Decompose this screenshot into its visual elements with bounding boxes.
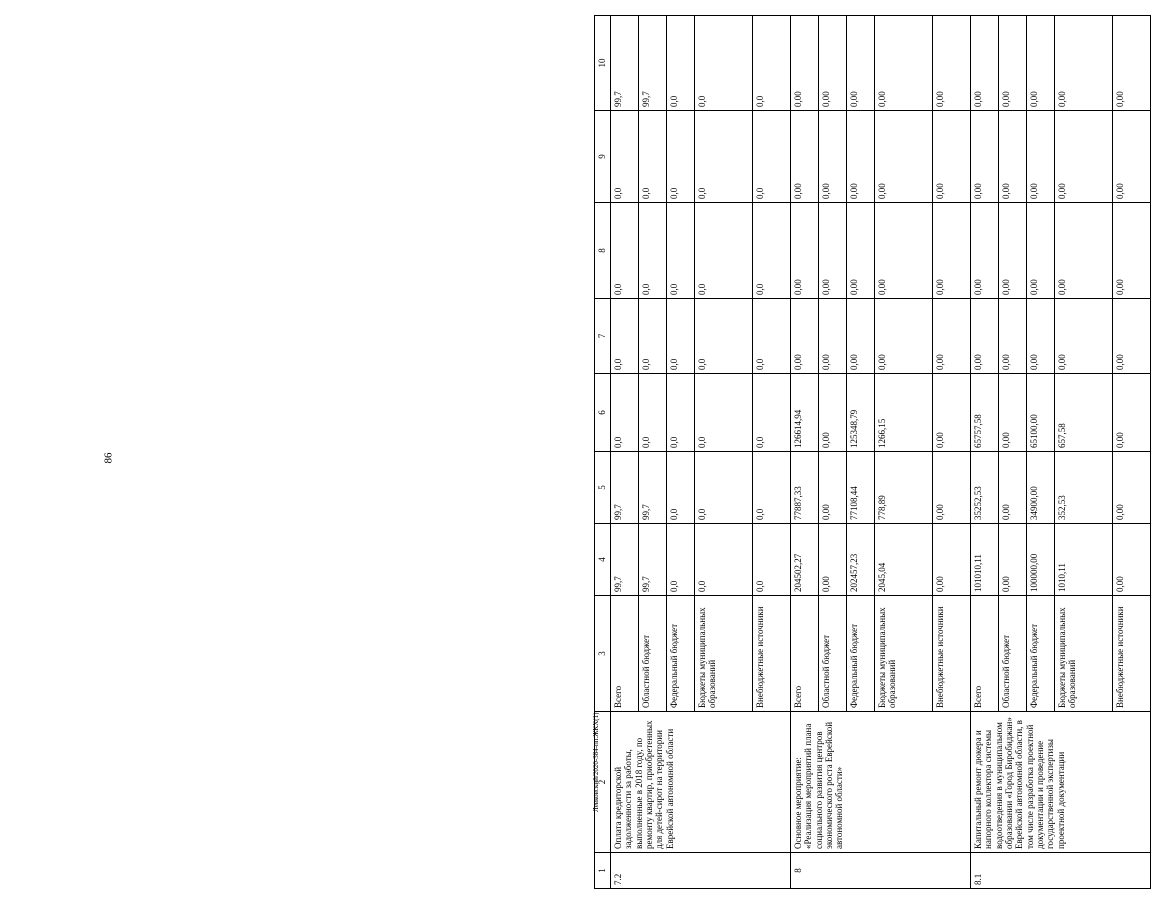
value-cell: 0,0 bbox=[611, 203, 639, 299]
header-cell: 3 bbox=[595, 596, 611, 712]
value-cell: 0,0 bbox=[611, 374, 639, 452]
item-number: 8.1 bbox=[971, 853, 1151, 889]
value-cell: 0,00 bbox=[1113, 203, 1151, 299]
value-cell: 0,00 bbox=[999, 299, 1027, 374]
value-cell: 65757,58 bbox=[971, 374, 999, 452]
value-cell: 99,7 bbox=[639, 524, 667, 596]
value-cell: 0,00 bbox=[1027, 16, 1055, 111]
value-cell: 0,0 bbox=[667, 452, 695, 524]
value-cell: 0,00 bbox=[819, 524, 847, 596]
value-cell: 0,00 bbox=[819, 111, 847, 203]
value-cell: 0,00 bbox=[933, 299, 971, 374]
value-cell: 0,0 bbox=[639, 111, 667, 203]
value-cell: 99,7 bbox=[611, 16, 639, 111]
item-name: Основное мероприятие: «Реализация мероприятий плана социального развития центров экономического роста Еврейской автономной области» bbox=[791, 712, 971, 853]
funding-source: Внебюджетные источники bbox=[753, 596, 791, 712]
funding-source: Всего bbox=[791, 596, 819, 712]
value-cell: 0,0 bbox=[611, 299, 639, 374]
header-cell: 9 bbox=[595, 111, 611, 203]
rotated-page bbox=[594, 16, 1134, 889]
value-cell: 125348,79 bbox=[847, 374, 875, 452]
header-row bbox=[595, 16, 611, 889]
funding-source: Всего bbox=[611, 596, 639, 712]
value-cell: 101010,11 bbox=[971, 524, 999, 596]
table-row bbox=[611, 16, 639, 889]
value-cell: 0,00 bbox=[1113, 374, 1151, 452]
funding-source: Бюджеты муниципальных образований bbox=[875, 596, 933, 712]
value-cell: 0,00 bbox=[819, 16, 847, 111]
value-cell: 0,00 bbox=[999, 524, 1027, 596]
value-cell: 126614,94 bbox=[791, 374, 819, 452]
value-cell: 99,7 bbox=[639, 16, 667, 111]
header-cell: 5 bbox=[595, 452, 611, 524]
value-cell: 0,00 bbox=[1055, 299, 1113, 374]
value-cell: 0,00 bbox=[847, 203, 875, 299]
value-cell: 0,00 bbox=[1055, 203, 1113, 299]
value-cell: 0,0 bbox=[695, 203, 753, 299]
value-cell: 0,00 bbox=[971, 203, 999, 299]
value-cell: 0,0 bbox=[753, 374, 791, 452]
funding-source: Бюджеты муниципальных образований bbox=[1055, 596, 1113, 712]
value-cell: 0,0 bbox=[667, 111, 695, 203]
value-cell: 0,00 bbox=[819, 203, 847, 299]
item-number: 8 bbox=[791, 853, 971, 889]
value-cell: 0,00 bbox=[819, 299, 847, 374]
value-cell: 0,00 bbox=[999, 16, 1027, 111]
item-name: Оплата кредиторской задолженности за работы, выполненные в 2018 году, по ремонту квартир, приобретенных для детей-сирот на территории Еврейской автономной области bbox=[611, 712, 791, 853]
value-cell: 0,00 bbox=[933, 524, 971, 596]
value-cell: 0,0 bbox=[753, 299, 791, 374]
value-cell: 778,89 bbox=[875, 452, 933, 524]
item-name: Капитальный ремонт дюкера и напорного коллектора системы водоотведения в муниципальном образовании «Город Биробиджан» Еврейской автономной области, в том числе разработка проектной документации и проведение государственной экспертизы проектной документации bbox=[971, 712, 1151, 853]
value-cell: 0,0 bbox=[667, 374, 695, 452]
value-cell: 0,00 bbox=[875, 203, 933, 299]
value-cell: 0,0 bbox=[753, 452, 791, 524]
value-cell: 0,0 bbox=[639, 203, 667, 299]
value-cell: 0,00 bbox=[1113, 111, 1151, 203]
header-cell: 7 bbox=[595, 299, 611, 374]
value-cell: 0,00 bbox=[791, 203, 819, 299]
value-cell: 0,0 bbox=[695, 524, 753, 596]
value-cell: 0,00 bbox=[933, 374, 971, 452]
value-cell: 2045,04 bbox=[875, 524, 933, 596]
value-cell: 0,00 bbox=[933, 111, 971, 203]
funding-source: Областной бюджет bbox=[819, 596, 847, 712]
budget-table bbox=[594, 15, 1151, 889]
value-cell: 34900,00 bbox=[1027, 452, 1055, 524]
value-cell: 0,0 bbox=[639, 299, 667, 374]
value-cell: 0,00 bbox=[1113, 299, 1151, 374]
value-cell: 0,0 bbox=[667, 299, 695, 374]
funding-source: Федеральный бюджет bbox=[847, 596, 875, 712]
value-cell: 0,0 bbox=[667, 203, 695, 299]
header-cell: 2 bbox=[595, 712, 611, 853]
header-cell: 8 bbox=[595, 203, 611, 299]
header-cell: 4 bbox=[595, 524, 611, 596]
value-cell: 100000,00 bbox=[1027, 524, 1055, 596]
page-number: 86 bbox=[102, 452, 115, 464]
value-cell: 0,0 bbox=[667, 16, 695, 111]
value-cell: 0,00 bbox=[933, 203, 971, 299]
value-cell: 0,0 bbox=[695, 111, 753, 203]
value-cell: 0,00 bbox=[819, 452, 847, 524]
value-cell: 0,00 bbox=[999, 374, 1027, 452]
value-cell: 0,0 bbox=[695, 374, 753, 452]
value-cell: 35252,53 bbox=[971, 452, 999, 524]
value-cell: 77108,44 bbox=[847, 452, 875, 524]
value-cell: 0,00 bbox=[1055, 111, 1113, 203]
value-cell: 0,00 bbox=[1113, 452, 1151, 524]
value-cell: 0,00 bbox=[819, 374, 847, 452]
value-cell: 0,0 bbox=[753, 16, 791, 111]
value-cell: 0,00 bbox=[933, 16, 971, 111]
funding-source: Внебюджетные источники bbox=[1113, 596, 1151, 712]
value-cell: 0,00 bbox=[875, 111, 933, 203]
value-cell: 0,0 bbox=[611, 111, 639, 203]
value-cell: 0,0 bbox=[753, 111, 791, 203]
value-cell: 0,00 bbox=[971, 111, 999, 203]
value-cell: 77887,33 bbox=[791, 452, 819, 524]
value-cell: 0,00 bbox=[1113, 16, 1151, 111]
value-cell: 0,0 bbox=[639, 374, 667, 452]
value-cell: 0,00 bbox=[847, 16, 875, 111]
value-cell: 0,0 bbox=[753, 203, 791, 299]
funding-source: Внебюджетные источники bbox=[933, 596, 971, 712]
value-cell: 202457,23 bbox=[847, 524, 875, 596]
value-cell: 0,00 bbox=[999, 452, 1027, 524]
value-cell: 0,00 bbox=[1027, 203, 1055, 299]
value-cell: 65100,00 bbox=[1027, 374, 1055, 452]
funding-source: Всего bbox=[971, 596, 999, 712]
value-cell: 0,0 bbox=[695, 16, 753, 111]
item-number: 7.2 bbox=[611, 853, 791, 889]
value-cell: 0,00 bbox=[1027, 111, 1055, 203]
value-cell: 0,00 bbox=[971, 16, 999, 111]
header-cell: 6 bbox=[595, 374, 611, 452]
value-cell: 1010,11 bbox=[1055, 524, 1113, 596]
value-cell: 0,00 bbox=[971, 299, 999, 374]
table-row bbox=[971, 16, 999, 889]
funding-source: Бюджеты муниципальных образований bbox=[695, 596, 753, 712]
value-cell: 0,00 bbox=[1113, 524, 1151, 596]
value-cell: 0,00 bbox=[791, 299, 819, 374]
value-cell: 0,00 bbox=[1027, 299, 1055, 374]
value-cell: 0,0 bbox=[695, 299, 753, 374]
value-cell: 0,00 bbox=[875, 16, 933, 111]
value-cell: 0,00 bbox=[791, 16, 819, 111]
value-cell: 204502,27 bbox=[791, 524, 819, 596]
value-cell: 352,53 bbox=[1055, 452, 1113, 524]
table-row bbox=[791, 16, 819, 889]
value-cell: 0,00 bbox=[791, 111, 819, 203]
value-cell: 99,7 bbox=[611, 524, 639, 596]
value-cell: 0,00 bbox=[847, 299, 875, 374]
value-cell: 99,7 bbox=[611, 452, 639, 524]
value-cell: 0,00 bbox=[847, 111, 875, 203]
header-cell: 1 bbox=[595, 853, 611, 889]
value-cell: 1266,15 bbox=[875, 374, 933, 452]
funding-source: Областной бюджет bbox=[999, 596, 1027, 712]
value-cell: 0,00 bbox=[999, 111, 1027, 203]
value-cell: 0,00 bbox=[999, 203, 1027, 299]
value-cell: 0,0 bbox=[753, 524, 791, 596]
value-cell: 0,00 bbox=[933, 452, 971, 524]
header-cell: 10 bbox=[595, 16, 611, 111]
funding-source: Федеральный бюджет bbox=[667, 596, 695, 712]
value-cell: 657,58 bbox=[1055, 374, 1113, 452]
funding-source: Областной бюджет bbox=[639, 596, 667, 712]
value-cell: 0,0 bbox=[695, 452, 753, 524]
value-cell: 0,00 bbox=[875, 299, 933, 374]
value-cell: 0,00 bbox=[1055, 16, 1113, 111]
value-cell: 99,7 bbox=[639, 452, 667, 524]
value-cell: 0,0 bbox=[667, 524, 695, 596]
document-code: Левковский/2020-384-пп.ЖКХ(1) bbox=[592, 712, 600, 812]
funding-source: Федеральный бюджет bbox=[1027, 596, 1055, 712]
